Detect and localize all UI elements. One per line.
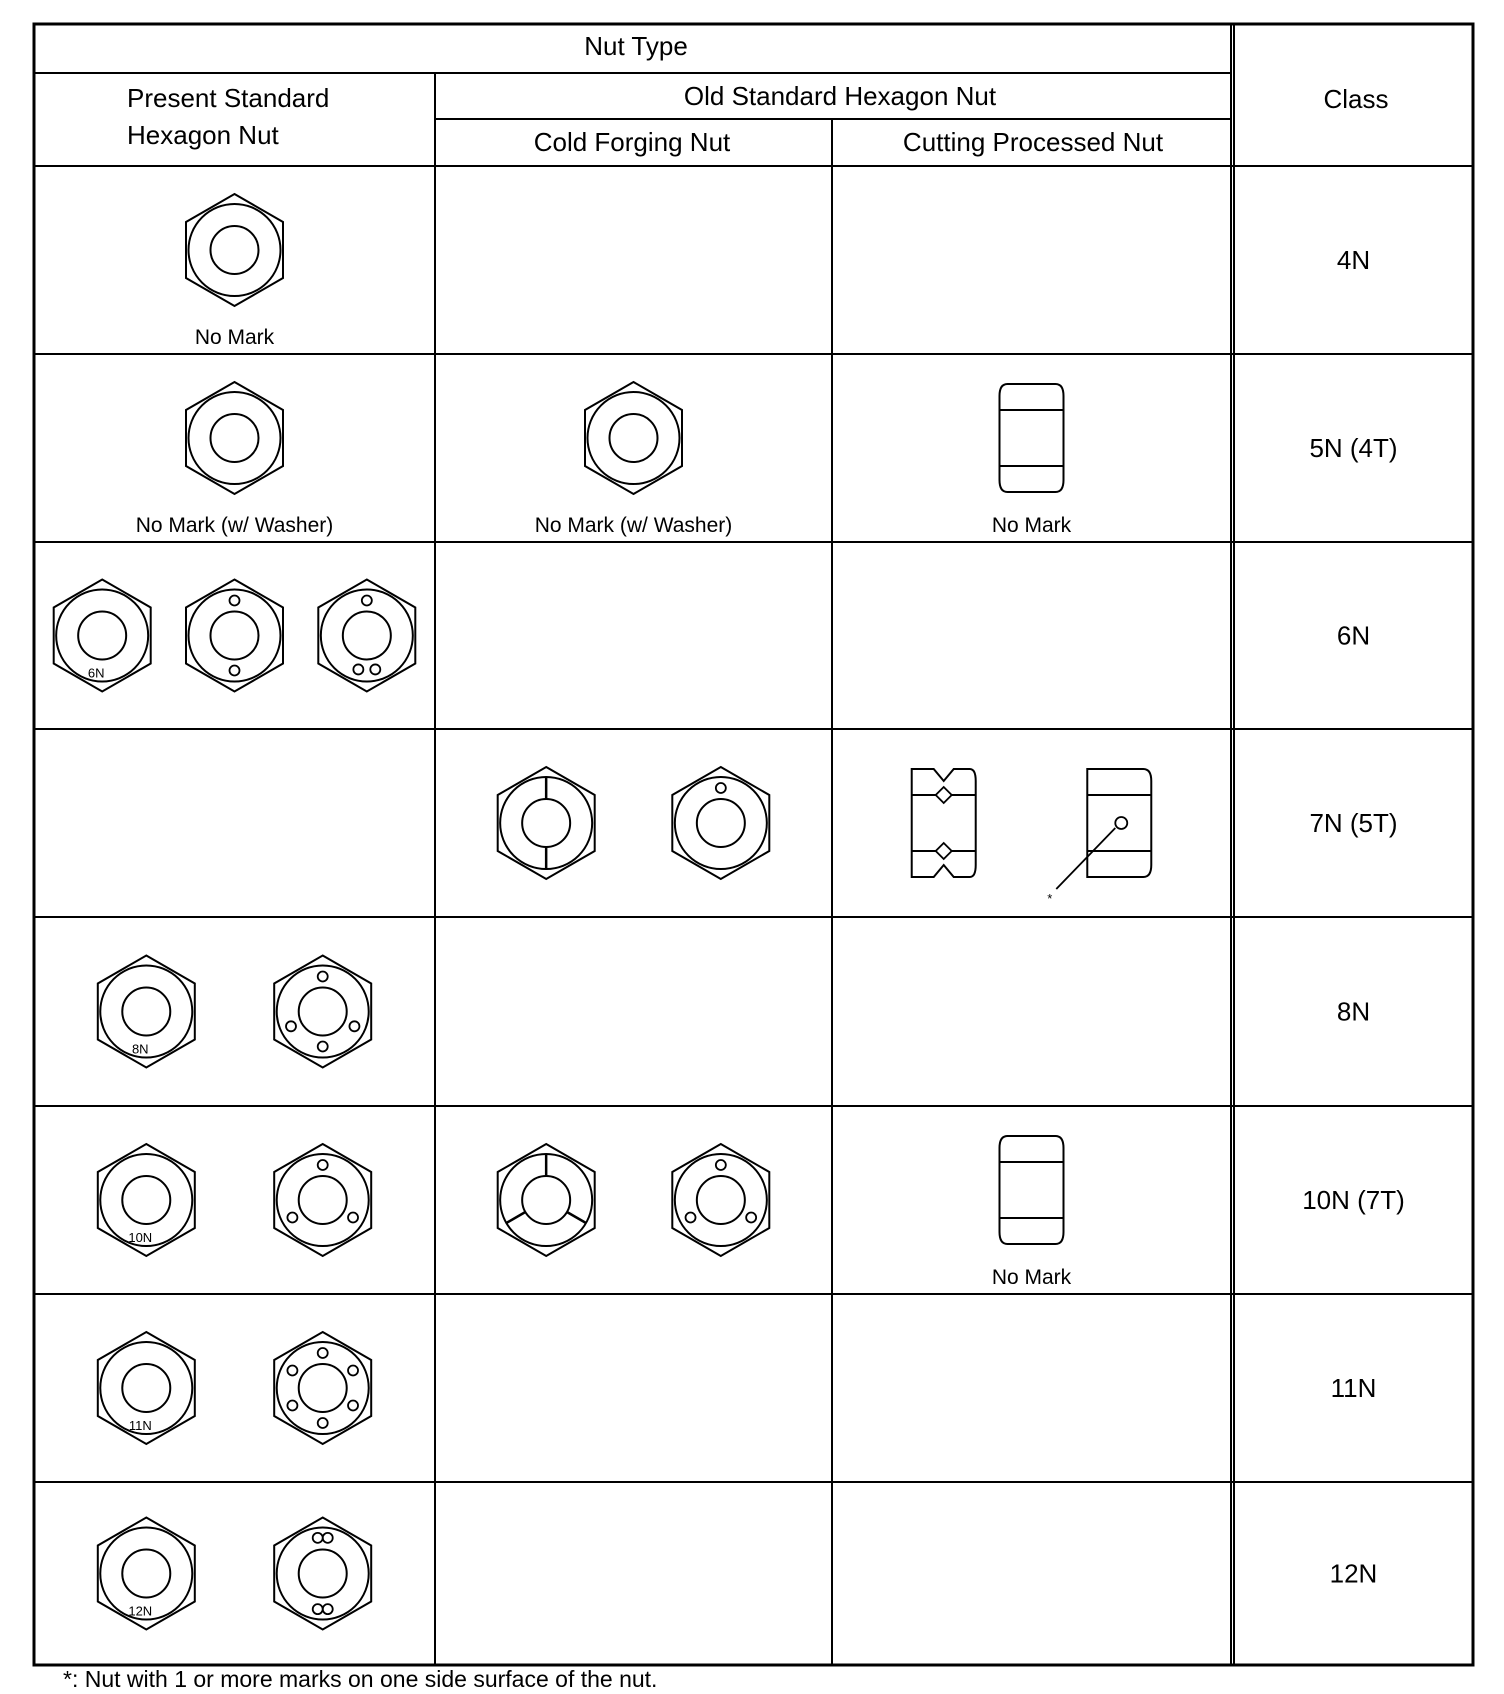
table-grid: [34, 24, 1473, 1665]
hex-nut-icon: [318, 580, 415, 692]
side-outline: [912, 769, 976, 877]
nut-caption: No Mark (w/ Washer): [135, 514, 334, 537]
side-nut-icon: [1000, 384, 1064, 492]
washer-ring: [189, 392, 281, 484]
bore-circle: [697, 799, 745, 847]
hex-outline: [186, 194, 283, 306]
hex-nut-icon: [54, 580, 151, 692]
bore-circle: [122, 1176, 170, 1224]
washer-ring: [588, 392, 680, 484]
header-cold-forging: Cold Forging Nut: [533, 127, 731, 157]
hex-nut-icon: [672, 767, 769, 879]
mark-dot: [318, 1418, 328, 1428]
bore-circle: [299, 1550, 347, 1598]
nut-mark-text: 10N: [128, 1230, 153, 1245]
nut-caption: No Mark (w/ Washer): [534, 514, 733, 537]
mark-dot: [323, 1604, 333, 1614]
class-label: 8N: [1336, 996, 1371, 1027]
side-nut-icon: [912, 769, 976, 877]
mark-dot: [318, 972, 328, 982]
hex-nut-icon: [274, 1518, 371, 1630]
mark-dot: [318, 1348, 328, 1358]
bore-circle: [211, 414, 259, 462]
header-class: Class: [1323, 84, 1389, 114]
mark-dot: [230, 666, 240, 676]
bore-circle: [610, 414, 658, 462]
header-cutting-processed: Cutting Processed Nut: [902, 127, 1164, 157]
table-row: [136, 382, 1398, 537]
bore-circle: [522, 799, 570, 847]
bore-circle: [122, 988, 170, 1036]
mark-dot: [323, 1533, 333, 1543]
class-label: 4N: [1336, 245, 1371, 275]
mark-dot: [318, 1042, 328, 1052]
hex-nut-icon: [274, 1144, 371, 1256]
mark-dot: [318, 1160, 328, 1170]
bore-circle: [343, 612, 391, 660]
leader-line: [1056, 828, 1115, 889]
mark-dot: [716, 1160, 726, 1170]
hex-outline: [274, 1518, 371, 1630]
washer-ring: [277, 1528, 369, 1620]
nut-caption: No Mark: [991, 514, 1072, 537]
nut-caption: No Mark: [194, 326, 275, 349]
mark-slot: [506, 1212, 525, 1223]
nut-caption: No Mark: [991, 1266, 1072, 1289]
table-headers: [127, 31, 1389, 157]
hex-outline: [186, 382, 283, 494]
header-present-standard-line2: Hexagon Nut: [127, 120, 279, 150]
header-old-standard: Old Standard Hexagon Nut: [683, 81, 997, 111]
bore-circle: [522, 1176, 570, 1224]
mark-dot: [348, 1213, 358, 1223]
bore-circle: [697, 1176, 745, 1224]
mark-dot: [287, 1366, 297, 1376]
table-row: [98, 956, 1370, 1068]
hex-nut-icon: [585, 382, 682, 494]
hex-nut-icon: [98, 1144, 195, 1256]
class-label: 10N (7T): [1302, 1185, 1405, 1215]
hex-outline: [585, 382, 682, 494]
table-row: [498, 767, 1398, 906]
mark-dot: [287, 1213, 297, 1223]
side-mark-dot: [1115, 817, 1127, 829]
table-rows: [54, 194, 1405, 1630]
table-row: [98, 1332, 1377, 1444]
bore-circle: [211, 226, 259, 274]
nut-mark-text: 6N: [87, 665, 105, 681]
class-label: 12N: [1329, 1558, 1378, 1589]
mark-dot: [287, 1401, 297, 1411]
hex-nut-icon: [672, 1144, 769, 1256]
mark-dot: [349, 1021, 359, 1031]
hex-nut-icon: [498, 1144, 595, 1256]
table-row: [186, 194, 1370, 349]
table-row: [98, 1136, 1405, 1289]
hex-nut-icon: [98, 1518, 195, 1630]
footnote-marker: *: [1047, 891, 1053, 906]
hex-nut-icon: [186, 382, 283, 494]
table-border: [34, 24, 1473, 1665]
mark-dot: [362, 596, 372, 606]
hex-nut-icon: [274, 1332, 371, 1444]
side-mark-diamond: [936, 787, 952, 803]
nut-mark-text: 12N: [128, 1603, 153, 1619]
class-label: 11N: [1330, 1373, 1377, 1403]
mark-dot: [286, 1021, 296, 1031]
footnote: *: Nut with 1 or more marks on one side surface of the nut.: [63, 1666, 658, 1692]
mark-dot: [746, 1213, 756, 1223]
mark-dot: [370, 664, 380, 674]
hex-nut-icon: [98, 1332, 195, 1444]
bore-circle: [122, 1550, 170, 1598]
side-outline: [1000, 1136, 1064, 1244]
class-label: 7N (5T): [1309, 808, 1398, 838]
side-nut-icon: [1047, 769, 1151, 906]
mark-dot: [348, 1401, 358, 1411]
nut-mark-text: 11N: [128, 1418, 152, 1433]
bore-circle: [78, 612, 126, 660]
side-mark-diamond: [936, 843, 952, 859]
hex-nut-icon: [98, 956, 195, 1068]
nut-mark-text: 8N: [131, 1041, 149, 1057]
mark-dot: [230, 596, 240, 606]
class-label: 6N: [1336, 620, 1371, 651]
header-nut-type: Nut Type: [584, 31, 688, 61]
mark-dot: [686, 1213, 696, 1223]
hex-nut-icon: [186, 194, 283, 306]
side-outline: [1000, 384, 1064, 492]
bore-circle: [299, 1176, 347, 1224]
table-row: [98, 1518, 1378, 1630]
bore-circle: [299, 988, 347, 1036]
mark-slot: [567, 1212, 586, 1223]
mark-dot: [353, 664, 363, 674]
hex-nut-icon: [186, 580, 283, 692]
bore-circle: [211, 612, 259, 660]
class-label: 5N (4T): [1309, 433, 1398, 463]
mark-dot: [348, 1366, 358, 1376]
mark-dot: [716, 783, 726, 793]
bore-circle: [299, 1364, 347, 1412]
washer-ring: [189, 204, 281, 296]
bore-circle: [122, 1364, 170, 1412]
table-row: [54, 580, 1370, 692]
mark-dot: [313, 1533, 323, 1543]
header-present-standard-line1: Present Standard: [127, 83, 330, 113]
side-nut-icon: [1000, 1136, 1064, 1244]
mark-dot: [313, 1604, 323, 1614]
hex-nut-icon: [274, 956, 371, 1068]
hex-nut-icon: [498, 767, 595, 879]
